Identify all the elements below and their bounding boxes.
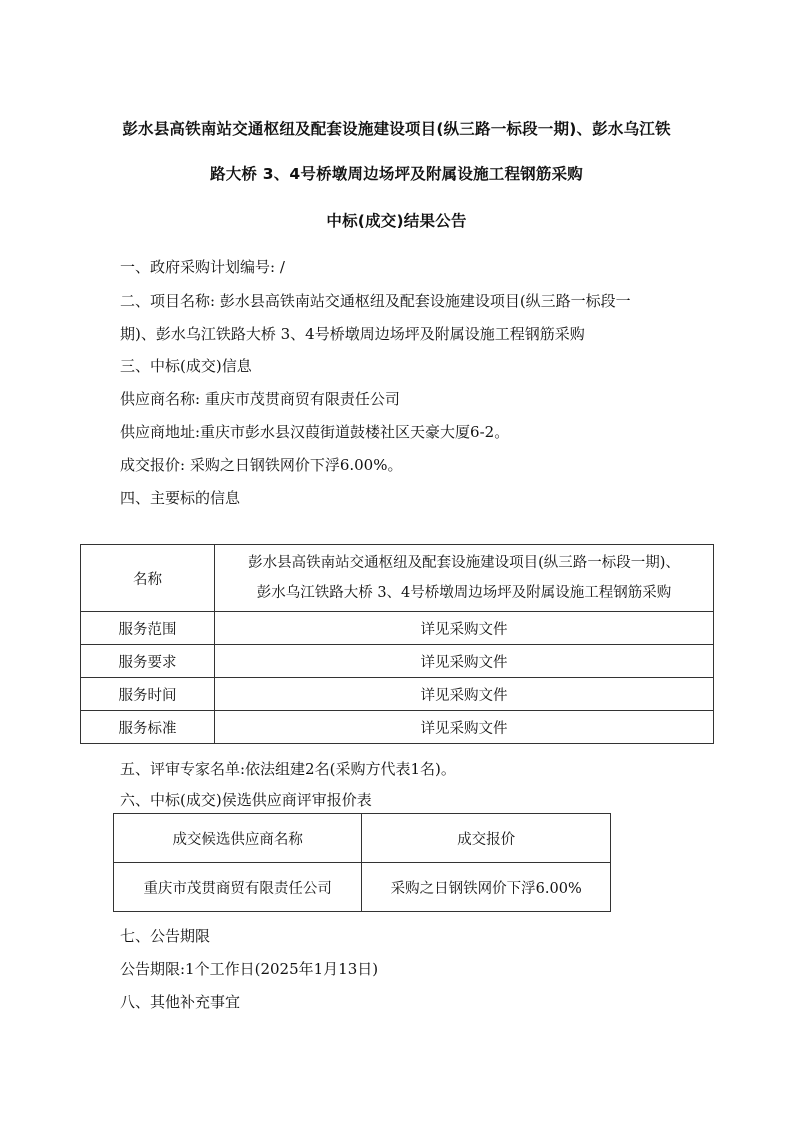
row-label-cell: 服务时间 — [81, 678, 215, 711]
table-row — [114, 863, 611, 912]
row-label-cell: 服务要求 — [81, 645, 215, 678]
section-6-heading: 六、中标(成交)侯选供应商评审报价表 — [120, 791, 372, 809]
supplier-name: 供应商名称: 重庆市茂贯商贸有限责任公司 — [120, 390, 400, 408]
name-value-line-1: 彭水县高铁南站交通枢纽及配套设施建设项目(纵三路一标段一期)、 — [248, 555, 680, 571]
section-2-project-name-line-1: 二、项目名称: 彭水县高铁南站交通枢纽及配套设施建设项目(纵三路一标段一 — [120, 292, 631, 310]
name-value-cell — [215, 545, 714, 612]
title-line-1: 彭水县高铁南站交通枢纽及配套设施建设项目(纵三路一标段一期)、彭水乌江铁 — [122, 120, 671, 138]
supplier-address: 供应商地址:重庆市彭水县汉葭街道鼓楼社区天豪大厦6-2。 — [120, 423, 510, 441]
title-line-3: 中标(成交)结果公告 — [326, 212, 467, 230]
header-deal-price: 成交报价 — [362, 814, 611, 863]
table-row — [81, 612, 714, 645]
cell-deal-price: 采购之日钢铁网价下浮6.00% — [362, 863, 611, 912]
table-row — [81, 645, 714, 678]
notice-period: 公告期限:1个工作日(2025年1月13日) — [120, 960, 379, 978]
row-value-cell: 详见采购文件 — [215, 645, 714, 678]
row-value-cell: 详见采购文件 — [215, 711, 714, 744]
title-line-2: 路大桥 3、4号桥墩周边场坪及附属设施工程钢筋采购 — [210, 165, 583, 183]
bid-quote-table — [113, 813, 611, 912]
header-supplier-name: 成交候选供应商名称 — [114, 814, 362, 863]
section-7-heading: 七、公告期限 — [120, 927, 211, 945]
table-row — [81, 711, 714, 744]
main-subject-table — [80, 544, 714, 744]
section-1-procurement-plan-number: 一、政府采购计划编号: / — [120, 258, 285, 276]
row-value-cell: 详见采购文件 — [215, 678, 714, 711]
row-value-cell: 详见采购文件 — [215, 612, 714, 645]
table-row — [81, 678, 714, 711]
section-2-project-name-line-2: 期)、彭水乌江铁路大桥 3、4号桥墩周边场坪及附属设施工程钢筋采购 — [120, 325, 585, 343]
row-label-cell: 服务标准 — [81, 711, 215, 744]
section-3-heading: 三、中标(成交)信息 — [120, 357, 252, 375]
cell-supplier-name: 重庆市茂贯商贸有限责任公司 — [114, 863, 362, 912]
section-4-heading: 四、主要标的信息 — [120, 489, 241, 507]
name-label-cell: 名称 — [81, 545, 215, 612]
name-value-line-2: 彭水乌江铁路大桥 3、4号桥墩周边场坪及附属设施工程钢筋采购 — [256, 585, 672, 601]
section-5-expert-list: 五、评审专家名单:依法组建2名(采购方代表1名)。 — [120, 760, 456, 778]
section-8-heading: 八、其他补充事宜 — [120, 993, 241, 1011]
deal-price: 成交报价: 采购之日钢铁网价下浮6.00%。 — [120, 456, 403, 474]
row-label-cell: 服务范围 — [81, 612, 215, 645]
table-header-row — [114, 814, 611, 863]
table-row — [81, 545, 714, 612]
